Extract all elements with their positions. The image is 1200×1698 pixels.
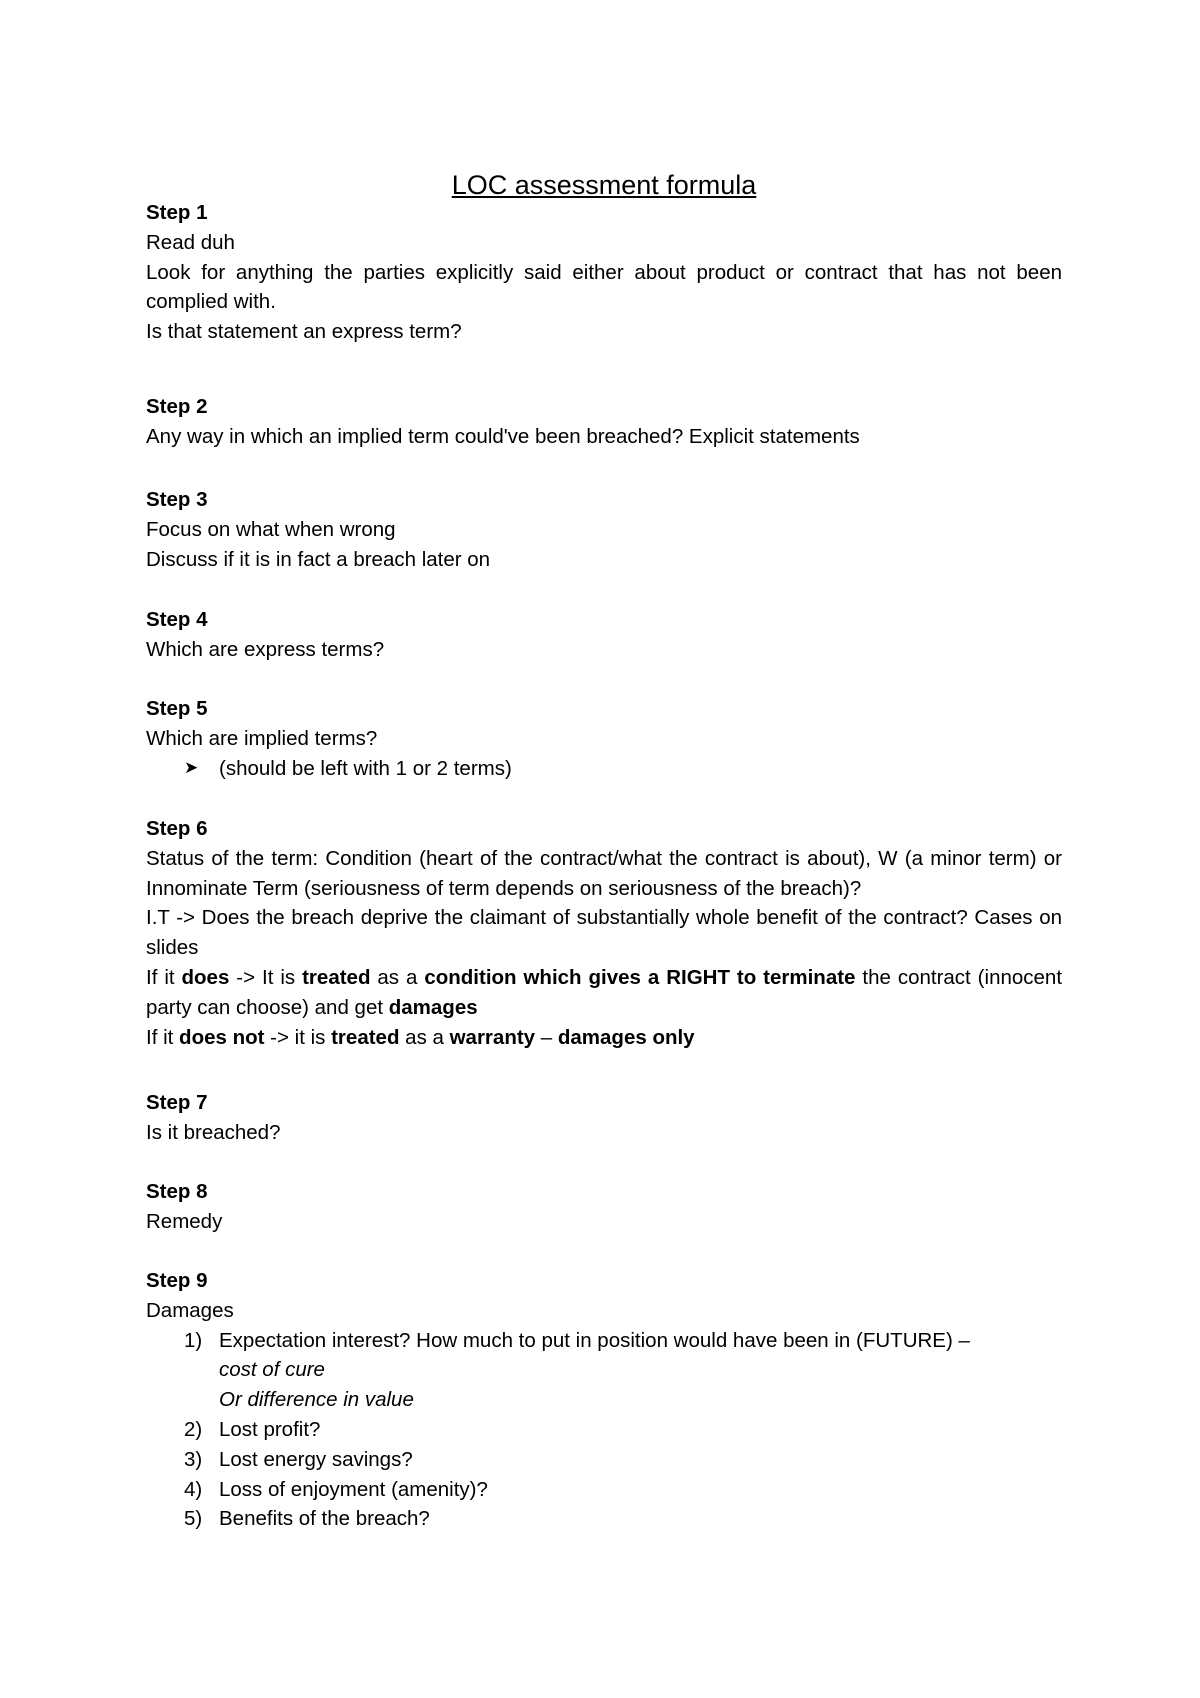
rule-bold-text: damages only bbox=[557, 1025, 695, 1049]
step-heading: Step 3 bbox=[146, 488, 208, 511]
rule-bold-text: does bbox=[181, 965, 230, 989]
step-heading: Step 4 bbox=[146, 608, 208, 631]
step-2-section bbox=[146, 392, 1062, 452]
rule-text: – bbox=[535, 1025, 558, 1049]
arrow-bullet-icon: ➤ bbox=[184, 757, 199, 778]
step-5-section bbox=[146, 694, 1062, 783]
list-item-text: Loss of enjoyment (amenity)? bbox=[219, 1477, 488, 1501]
step-text: Discuss if it is in fact a breach later on bbox=[146, 547, 491, 571]
step-heading: Step 5 bbox=[146, 697, 208, 720]
rule-text: as a bbox=[399, 1025, 450, 1049]
list-item-text: Benefits of the breach? bbox=[219, 1507, 430, 1531]
rule-bold-text: warranty bbox=[449, 1025, 536, 1049]
rule-text: -> it is bbox=[264, 1025, 332, 1049]
step-6-section bbox=[146, 814, 1062, 1052]
rule-if-does-not bbox=[146, 1023, 1062, 1053]
rule-bold-text: does not bbox=[179, 1025, 265, 1049]
step-heading: Step 1 bbox=[146, 201, 208, 224]
rule-bold-text: damages bbox=[388, 995, 478, 1019]
list-item bbox=[146, 1445, 1062, 1475]
rule-text: If it bbox=[146, 965, 182, 989]
step-9-section bbox=[146, 1266, 1062, 1534]
rule-text: If it bbox=[146, 1025, 180, 1049]
rule-text: as a bbox=[370, 965, 425, 989]
list-item bbox=[146, 1475, 1062, 1505]
list-item bbox=[146, 1504, 1062, 1534]
list-item-subtext: cost of cure bbox=[219, 1358, 325, 1382]
step-text: Status of the term: Condition (heart of the contract/what the contract is about), W (a minor term) or Innominate Term (seriousness of term depends on seriousness of the breach)? bbox=[146, 846, 1062, 900]
list-number: 2) bbox=[184, 1417, 203, 1441]
list-number: 1) bbox=[184, 1328, 203, 1352]
list-item-text: Lost energy savings? bbox=[219, 1447, 413, 1471]
step-heading: Step 9 bbox=[146, 1269, 208, 1292]
step-1-section bbox=[146, 198, 1062, 347]
list-number: 3) bbox=[184, 1447, 203, 1471]
step-text: Look for anything the parties explicitly said either about product or contract that has not been complied with. bbox=[146, 260, 1062, 314]
step-text: I.T -> Does the breach deprive the claimant of substantially whole benefit of the contract? Cases on slides bbox=[146, 906, 1062, 960]
list-item bbox=[146, 1326, 1062, 1415]
step-heading: Step 2 bbox=[146, 395, 208, 418]
rule-text: the contract (innocent party can choose) and get bbox=[146, 965, 1063, 1019]
step-heading: Step 6 bbox=[146, 817, 208, 840]
step-text: Any way in which an implied term could've been breached? Explicit statements bbox=[146, 424, 860, 448]
step-4-section bbox=[146, 605, 1062, 665]
list-item-text: Lost profit? bbox=[219, 1417, 321, 1441]
damages-list bbox=[146, 1326, 1062, 1535]
step-text: Which are express terms? bbox=[146, 637, 385, 661]
page-title: LOC assessment formula bbox=[451, 170, 757, 201]
list-item bbox=[146, 1415, 1062, 1445]
list-number: 5) bbox=[184, 1507, 203, 1531]
step-text: Is that statement an express term? bbox=[146, 320, 462, 344]
step-text: Damages bbox=[146, 1298, 234, 1322]
step-text: Is it breached? bbox=[146, 1120, 281, 1144]
rule-bold-text: treated bbox=[331, 1025, 400, 1049]
step-heading: Step 7 bbox=[146, 1091, 208, 1114]
list-item-subtext: Or difference in value bbox=[219, 1388, 414, 1412]
step-text: Read duh bbox=[146, 230, 235, 254]
rule-if-does bbox=[146, 963, 1062, 1023]
step-text: Focus on what when wrong bbox=[146, 517, 396, 541]
bullet-text: (should be left with 1 or 2 terms) bbox=[219, 756, 512, 780]
rule-bold-text: treated bbox=[302, 965, 371, 989]
step-text: Remedy bbox=[146, 1209, 223, 1233]
list-number: 4) bbox=[184, 1477, 203, 1501]
step-7-section bbox=[146, 1088, 1062, 1148]
step-heading: Step 8 bbox=[146, 1180, 208, 1203]
list-item bbox=[146, 754, 1062, 784]
rule-bold-text: condition which gives a RIGHT to terminate bbox=[424, 965, 856, 989]
step-8-section bbox=[146, 1177, 1062, 1237]
list-item-text: Expectation interest? How much to put in position would have been in (FUTURE) – bbox=[219, 1328, 970, 1352]
step-3-section bbox=[146, 485, 1062, 574]
rule-text: -> It is bbox=[229, 965, 303, 989]
step-text: Which are implied terms? bbox=[146, 726, 378, 750]
